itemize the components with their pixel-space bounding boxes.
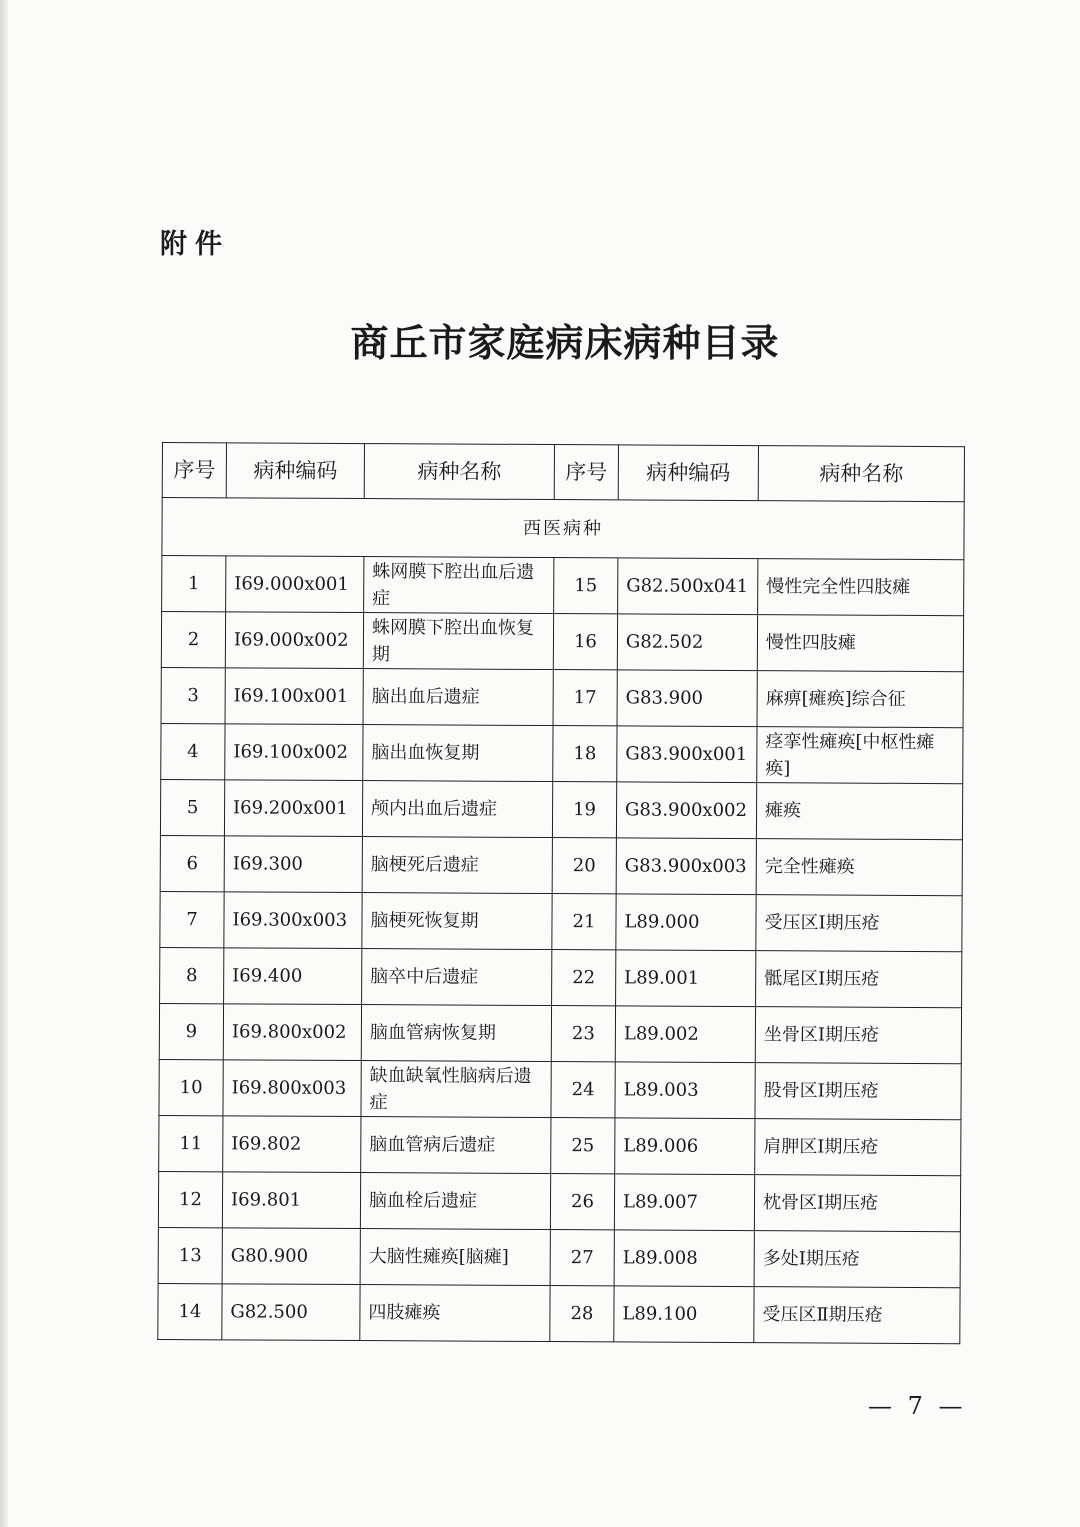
- cell-seq-left: 13: [158, 1227, 222, 1283]
- cell-seq-left: 4: [161, 723, 225, 779]
- disease-catalog-table: [157, 442, 965, 1344]
- cell-seq-left: 12: [158, 1171, 222, 1227]
- cell-code-right: L89.000: [616, 894, 756, 951]
- header-name-left: 病种名称: [364, 444, 554, 500]
- cell-seq-right: 18: [553, 726, 617, 782]
- cell-code-left: I69.801: [222, 1172, 360, 1229]
- cell-name-left: 脑出血后遗症: [363, 669, 553, 726]
- cell-code-left: G80.900: [222, 1228, 360, 1285]
- cell-seq-left: 5: [160, 779, 224, 835]
- header-seq-right: 序号: [554, 445, 618, 500]
- cell-code-left: I69.802: [223, 1116, 361, 1173]
- cell-seq-left: 10: [159, 1059, 223, 1115]
- cell-code-left: I69.400: [224, 948, 362, 1005]
- table-body: [158, 498, 964, 1344]
- cell-name-right: 受压区Ⅱ期压疮: [754, 1287, 960, 1344]
- cell-name-left: 脑血管病后遗症: [361, 1117, 551, 1174]
- annex-label: 附件: [160, 229, 230, 260]
- cell-code-left: I69.300x003: [224, 892, 362, 949]
- cell-name-right: 多处Ⅰ期压疮: [754, 1231, 960, 1288]
- cell-seq-right: 16: [553, 614, 617, 670]
- cell-name-right: 骶尾区Ⅰ期压疮: [756, 951, 962, 1008]
- cell-code-right: G82.500x041: [618, 558, 758, 615]
- table-row: [159, 1115, 961, 1175]
- table-row: [161, 612, 963, 672]
- cell-name-left: 颅内出血后遗症: [362, 781, 552, 838]
- cell-name-right: 股骨区Ⅰ期压疮: [755, 1063, 961, 1120]
- cell-seq-left: 8: [160, 947, 224, 1003]
- table-row: [160, 835, 962, 895]
- cell-seq-left: 3: [161, 667, 225, 723]
- cell-name-right: 肩胛区Ⅰ期压疮: [755, 1119, 961, 1176]
- cell-code-left: I69.300: [224, 836, 362, 893]
- table-row: [158, 1283, 960, 1343]
- cell-seq-left: 1: [162, 556, 226, 612]
- cell-name-right: 完全性瘫痪: [756, 839, 962, 896]
- cell-code-left: I69.800x003: [223, 1060, 361, 1117]
- cell-name-right: 受压区Ⅰ期压疮: [756, 895, 962, 952]
- cell-code-right: L89.001: [616, 950, 756, 1007]
- cell-name-left: 脑卒中后遗症: [362, 949, 552, 1006]
- cell-code-left: I69.100x002: [225, 724, 363, 781]
- cell-name-right: 慢性四肢瘫: [757, 615, 963, 672]
- cell-name-right: 坐骨区Ⅰ期压疮: [755, 1007, 961, 1064]
- document-title: 商丘市家庭病床病种目录: [350, 320, 780, 365]
- cell-code-left: I69.000x001: [226, 556, 364, 613]
- header-code-right: 病种编码: [618, 445, 758, 501]
- table-row: [158, 1171, 960, 1231]
- table-header-row: [162, 443, 964, 502]
- cell-code-right: L89.007: [614, 1174, 754, 1231]
- cell-seq-right: 26: [550, 1174, 614, 1230]
- cell-seq-left: 14: [158, 1283, 222, 1339]
- cell-seq-left: 9: [159, 1003, 223, 1059]
- cell-name-left: 脑血栓后遗症: [360, 1173, 550, 1230]
- table-row: [158, 1227, 960, 1287]
- cell-name-right: 痉挛性瘫痪[中枢性瘫痪]: [757, 727, 963, 784]
- cell-code-right: L89.002: [615, 1006, 755, 1063]
- cell-name-left: 脑出血恢复期: [363, 725, 553, 782]
- cell-name-left: 大脑性瘫痪[脑瘫]: [360, 1229, 550, 1286]
- page-number: — 7 —: [868, 1392, 967, 1420]
- cell-name-left: 蛛网膜下腔出血后遗症: [364, 557, 554, 614]
- section-row: [162, 498, 964, 560]
- section-label: 西医病种: [162, 498, 964, 560]
- cell-name-left: 缺血缺氧性脑病后遗症: [361, 1061, 551, 1118]
- table-row: [162, 556, 964, 616]
- cell-name-left: 四肢瘫痪: [360, 1285, 550, 1342]
- cell-seq-left: 7: [160, 891, 224, 947]
- cell-name-left: 蛛网膜下腔出血恢复期: [363, 613, 553, 670]
- header-name-right: 病种名称: [758, 446, 964, 502]
- cell-name-right: 慢性完全性四肢瘫: [758, 559, 964, 616]
- cell-code-right: G82.502: [617, 614, 757, 671]
- cell-seq-right: 21: [552, 894, 616, 950]
- cell-seq-left: 6: [160, 835, 224, 891]
- cell-seq-left: 11: [159, 1115, 223, 1171]
- cell-seq-right: 20: [552, 838, 616, 894]
- table-row: [161, 723, 963, 783]
- cell-name-right: 麻痹[瘫痪]综合征: [757, 671, 963, 728]
- cell-code-left: I69.000x002: [225, 612, 363, 669]
- header-seq-left: 序号: [162, 443, 226, 498]
- cell-code-right: L89.008: [614, 1230, 754, 1287]
- table-row: [161, 667, 963, 727]
- cell-code-right: L89.003: [615, 1062, 755, 1119]
- cell-seq-right: 27: [550, 1230, 614, 1286]
- cell-seq-right: 17: [553, 670, 617, 726]
- cell-name-left: 脑血管病恢复期: [361, 1005, 551, 1062]
- table-row: [160, 947, 962, 1007]
- cell-name-left: 脑梗死后遗症: [362, 837, 552, 894]
- cell-seq-right: 19: [552, 782, 616, 838]
- cell-code-left: G82.500: [222, 1284, 360, 1341]
- cell-seq-right: 23: [551, 1006, 615, 1062]
- cell-name-right: 枕骨区Ⅰ期压疮: [754, 1175, 960, 1232]
- cell-seq-right: 25: [551, 1118, 615, 1174]
- table-row: [159, 1059, 961, 1119]
- table-row: [160, 779, 962, 839]
- cell-code-right: G83.900x001: [617, 726, 757, 783]
- cell-code-left: I69.100x001: [225, 668, 363, 725]
- cell-seq-right: 28: [550, 1286, 614, 1342]
- cell-name-right: 瘫痪: [756, 783, 962, 840]
- cell-code-right: L89.100: [614, 1286, 754, 1343]
- cell-seq-right: 24: [551, 1062, 615, 1118]
- disease-catalog-table-wrapper: [157, 442, 965, 1344]
- cell-code-left: I69.200x001: [224, 780, 362, 837]
- page-left-edge: [0, 0, 8, 1527]
- cell-code-right: L89.006: [615, 1118, 755, 1175]
- cell-code-right: G83.900x003: [616, 838, 756, 895]
- cell-seq-right: 15: [554, 558, 618, 614]
- cell-code-left: I69.800x002: [223, 1004, 361, 1061]
- table-row: [159, 1003, 961, 1063]
- cell-code-right: G83.900: [617, 670, 757, 727]
- cell-code-right: G83.900x002: [616, 782, 756, 839]
- cell-seq-right: 22: [552, 950, 616, 1006]
- table-row: [160, 891, 962, 951]
- header-code-left: 病种编码: [226, 443, 364, 499]
- cell-name-left: 脑梗死恢复期: [362, 893, 552, 950]
- cell-seq-left: 2: [161, 612, 225, 668]
